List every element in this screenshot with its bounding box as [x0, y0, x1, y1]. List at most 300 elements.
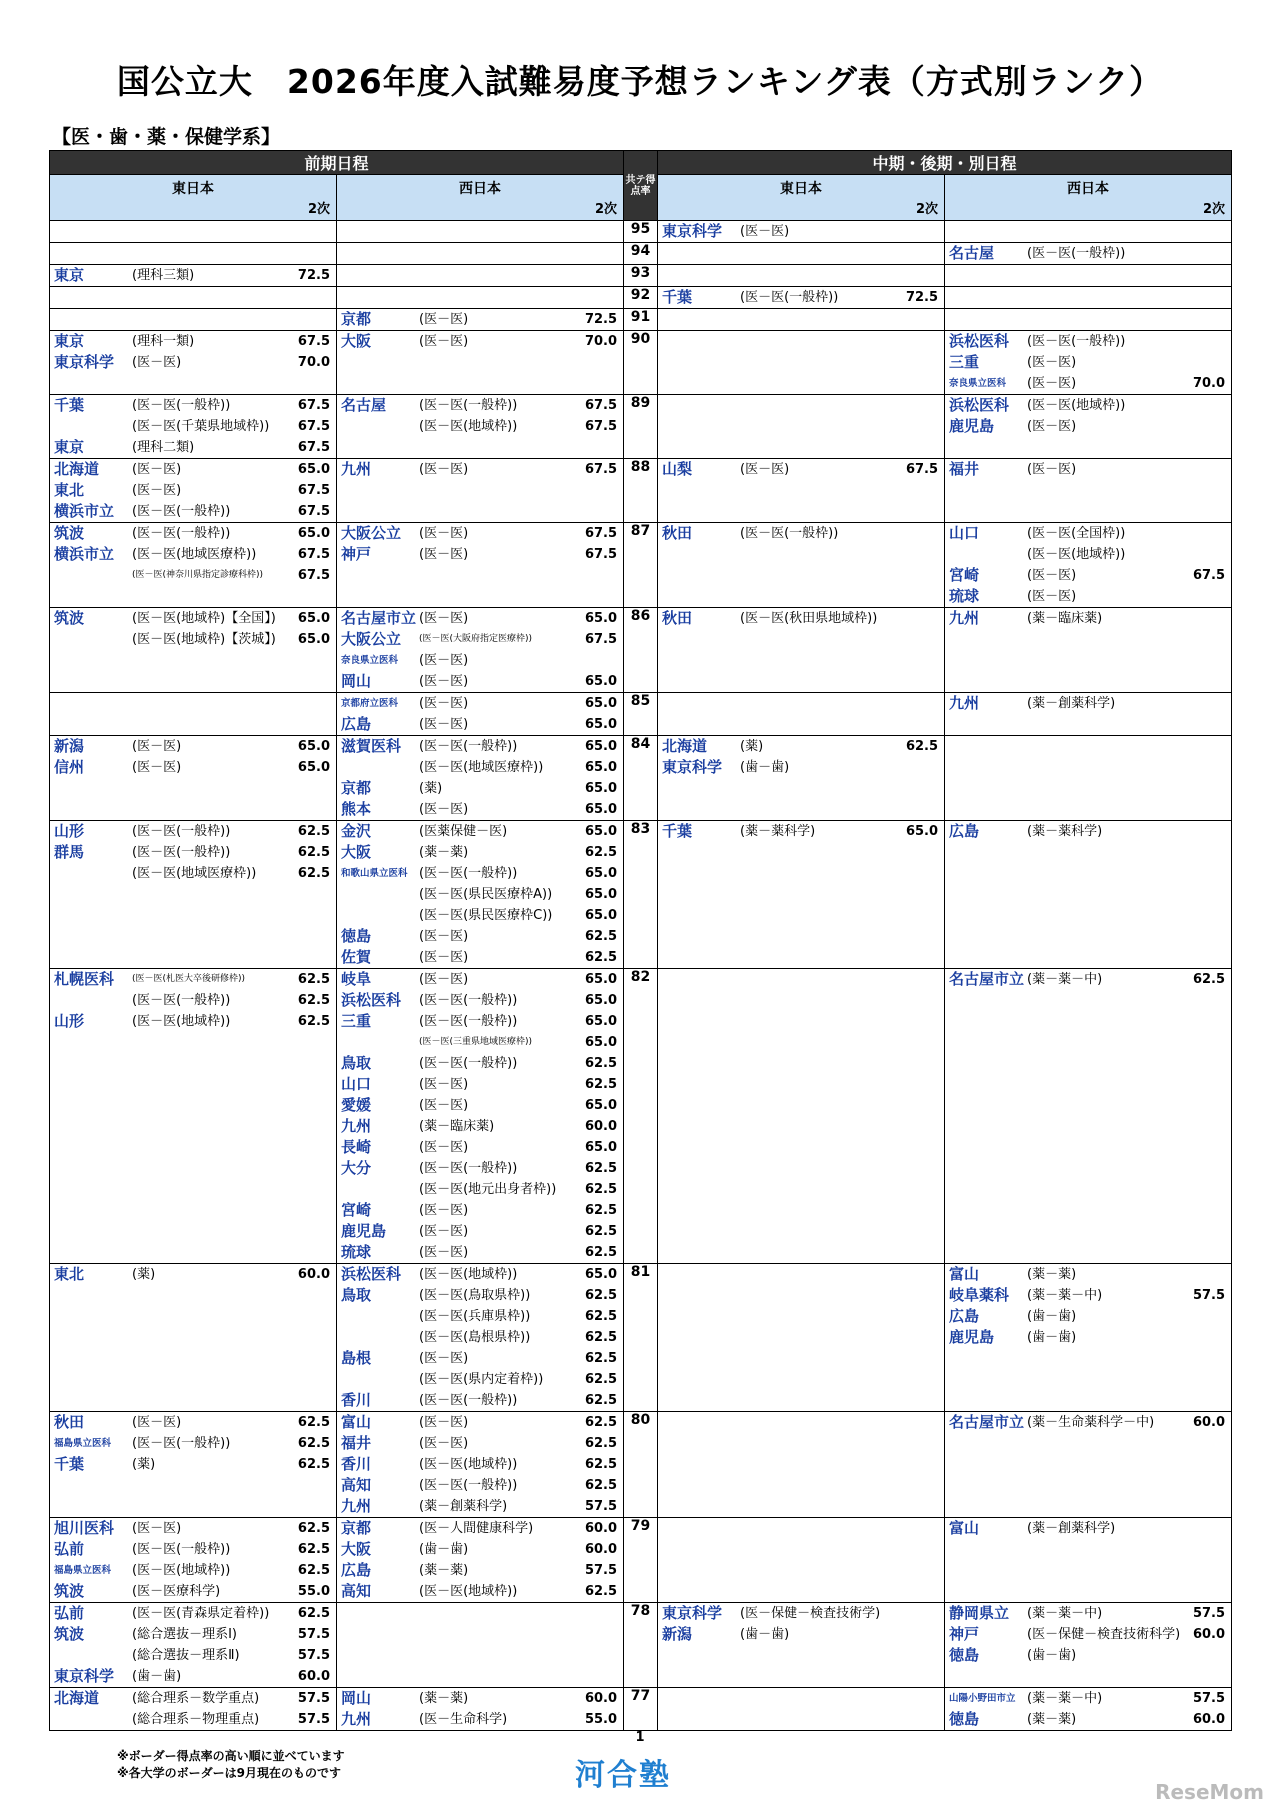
- footnote: ※各大学のボーダーは9月現在のものです: [117, 1766, 342, 1780]
- program-name: (医－医(地域枠)): [1027, 547, 1126, 562]
- program-name: (薬－薬): [1027, 1712, 1077, 1727]
- university-entry: [658, 287, 944, 308]
- program-name: (医－医(県内定着枠)): [419, 1372, 544, 1387]
- university-entry: [945, 243, 1231, 264]
- entries-cell: [50, 395, 337, 459]
- university-entry: [337, 309, 623, 330]
- program-name: (薬－薬科学): [1027, 824, 1103, 839]
- second-exam-value: 62.5: [584, 1203, 618, 1218]
- program-name: (医－医(一般枠)): [132, 1436, 231, 1451]
- program-name: (総合選抜－理系Ⅱ): [132, 1648, 240, 1663]
- second-exam-value: 65.0: [584, 1140, 618, 1155]
- program-name: (医－医): [419, 1436, 469, 1451]
- second-exam-value: 65.0: [584, 887, 618, 902]
- university-entry: [337, 1709, 623, 1730]
- second-exam-value: 65.0: [297, 632, 330, 647]
- score-value: 91: [624, 309, 658, 331]
- second-exam-value: 60.0: [297, 1267, 330, 1282]
- entries-cell: [337, 1518, 624, 1603]
- university-entry: [337, 608, 623, 629]
- program-name: (医－医(一般枠)): [419, 993, 518, 1008]
- program-name: (医－医): [1027, 419, 1077, 434]
- entries-cell: [945, 395, 1232, 459]
- university-name: 東京科学: [54, 1667, 115, 1685]
- program-name: (医－医(青森県定着枠)): [132, 1606, 270, 1621]
- entries-cell: [945, 1412, 1232, 1518]
- entries-cell: [945, 693, 1232, 736]
- second-exam-value: 62.5: [584, 1372, 618, 1387]
- early-west-header: 西日本 2次: [337, 175, 624, 221]
- program-name: (医－医): [419, 526, 469, 541]
- university-name: 大阪公立: [341, 630, 402, 648]
- second-exam-value: 65.0: [584, 739, 618, 754]
- university-entry: [945, 373, 1231, 394]
- university-name: 富山: [949, 1519, 980, 1537]
- university-entry: [337, 693, 623, 714]
- second-exam-value: 67.5: [905, 462, 939, 477]
- university-entry: [945, 821, 1231, 842]
- university-entry: [945, 416, 1231, 437]
- entries-cell: [658, 287, 945, 309]
- score-row: [50, 265, 1232, 287]
- university-entry: [337, 905, 623, 926]
- second-exam-value: 62.5: [905, 739, 939, 754]
- program-name: (医－医(地域枠)): [419, 1457, 518, 1472]
- program-name: (医－医): [419, 696, 469, 711]
- second-exam-value: 67.5: [584, 547, 618, 562]
- program-name: (医－医(秋田県地域枠)): [740, 611, 878, 626]
- program-name: (医－医): [419, 334, 469, 349]
- second-exam-value: 57.5: [1192, 1691, 1226, 1706]
- program-name: (医－医(全国枠)): [1027, 526, 1126, 541]
- university-name: 奈良県立医科: [341, 655, 399, 666]
- university-entry: [50, 1518, 336, 1539]
- score-value: 85: [624, 693, 658, 736]
- university-entry: [945, 331, 1231, 352]
- entries-cell: [50, 1603, 337, 1688]
- entries-cell: [945, 243, 1232, 265]
- university-name: 徳島: [949, 1646, 980, 1664]
- program-name: (薬－創薬科学): [1027, 1521, 1116, 1536]
- university-name: 九州: [341, 1710, 372, 1728]
- university-name: 東京科学: [54, 353, 115, 371]
- university-name: 名古屋市立: [341, 609, 417, 627]
- university-entry: [337, 1095, 623, 1116]
- university-entry: [337, 395, 623, 416]
- university-entry: [50, 523, 336, 544]
- program-name: (医－医): [132, 1415, 182, 1430]
- second-exam-value: 65.0: [297, 739, 330, 754]
- university-name: 東京: [54, 332, 85, 350]
- program-name: (医－保健－検査技術学): [740, 1606, 881, 1621]
- program-name: (医－医(地域枠)): [132, 1563, 231, 1578]
- program-name: (医－医(神奈川県指定診療科枠)): [132, 570, 264, 580]
- program-name: (医－医): [419, 547, 469, 562]
- entries-cell: [945, 821, 1232, 969]
- university-entry: [337, 1285, 623, 1306]
- second-exam-value: 65.0: [584, 908, 618, 923]
- university-entry: [50, 608, 336, 629]
- second-exam-value: 70.0: [584, 334, 618, 349]
- university-entry: [337, 736, 623, 757]
- program-name: (医－医): [419, 674, 469, 689]
- university-name: 宮崎: [949, 566, 980, 584]
- entries-cell: [337, 395, 624, 459]
- program-name: (医－医): [419, 1224, 469, 1239]
- university-entry: [337, 1327, 623, 1348]
- second-exam-value: 62.5: [584, 1393, 618, 1408]
- entries-cell: [945, 1688, 1232, 1731]
- university-entry: [337, 629, 623, 650]
- university-entry: [50, 1011, 336, 1032]
- entries-cell: [337, 287, 624, 309]
- university-entry: [50, 1539, 336, 1560]
- university-name: 北海道: [54, 460, 100, 478]
- university-name: 滋賀医科: [341, 737, 402, 755]
- university-name: 旭川医科: [54, 1519, 115, 1537]
- second-exam-value: 65.0: [297, 760, 330, 775]
- entries-cell: [945, 1518, 1232, 1603]
- score-row: [50, 221, 1232, 243]
- university-name: 広島: [949, 822, 980, 840]
- university-name: 千葉: [54, 1455, 85, 1473]
- program-name: (医－医(一般枠)): [132, 993, 231, 1008]
- program-name: (医－医): [419, 950, 469, 965]
- university-name: 秋田: [54, 1413, 85, 1431]
- second-exam-value: 62.5: [297, 1014, 330, 1029]
- program-name: (医－医): [740, 224, 790, 239]
- university-name: 東京: [54, 438, 85, 456]
- program-name: (医－医(一般枠)): [1027, 246, 1126, 261]
- score-row: [50, 1264, 1232, 1412]
- program-name: (医－医(千葉県地域枠)): [132, 419, 270, 434]
- score-row: [50, 693, 1232, 736]
- entries-cell: [658, 459, 945, 523]
- entries-cell: [50, 459, 337, 523]
- entries-cell: [945, 287, 1232, 309]
- program-name: (医－医(県民医療枠A)): [419, 887, 553, 902]
- program-name: (薬－薬－中): [1027, 1691, 1103, 1706]
- entries-cell: [658, 221, 945, 243]
- university-entry: [50, 629, 336, 650]
- university-name: 東京科学: [662, 1604, 723, 1622]
- score-value: 93: [624, 265, 658, 287]
- university-entry: [945, 544, 1231, 565]
- university-name: 徳島: [949, 1710, 980, 1728]
- program-name: (薬－薬－中): [1027, 1288, 1103, 1303]
- second-exam-value: 65.0: [297, 526, 330, 541]
- second-exam-value: 62.5: [584, 1224, 618, 1239]
- program-name: (医－医): [419, 462, 469, 477]
- entries-cell: [658, 969, 945, 1264]
- university-entry: [945, 586, 1231, 607]
- entries-cell: [50, 1264, 337, 1412]
- score-value: 87: [624, 523, 658, 608]
- program-name: (薬－薬科学): [740, 824, 816, 839]
- entries-cell: [658, 1264, 945, 1412]
- program-name: (医－医(県民医療枠C)): [419, 908, 553, 923]
- university-name: 宮崎: [341, 1201, 372, 1219]
- university-entry: [337, 969, 623, 990]
- entries-cell: [658, 395, 945, 459]
- program-name: (医－医(大阪府指定医療枠)): [419, 634, 533, 644]
- university-name: 大阪公立: [341, 524, 402, 542]
- university-entry: [50, 1454, 336, 1475]
- entries-cell: [658, 1518, 945, 1603]
- second-exam-value: 67.5: [297, 547, 330, 562]
- university-name: 岐阜薬科: [949, 1286, 1010, 1304]
- program-name: (医－医(三重県地域医療枠)): [419, 1037, 533, 1047]
- university-name: 九州: [949, 694, 980, 712]
- university-entry: [50, 395, 336, 416]
- university-entry: [50, 1666, 336, 1687]
- university-entry: [945, 1645, 1231, 1666]
- second-exam-value: 62.5: [297, 866, 330, 881]
- score-row: [50, 1688, 1232, 1731]
- score-value: 83: [624, 821, 658, 969]
- program-name: (医－医(一般枠)): [132, 398, 231, 413]
- university-name: 京都: [341, 779, 372, 797]
- second-exam-value: 62.5: [584, 1478, 618, 1493]
- entries-cell: [50, 243, 337, 265]
- score-value: 80: [624, 1412, 658, 1518]
- second-exam-value: 65.0: [584, 717, 618, 732]
- second-exam-value: 57.5: [584, 1499, 618, 1514]
- second-exam-value: 65.0: [584, 674, 618, 689]
- university-entry: [337, 671, 623, 692]
- university-name: 京都: [341, 1519, 372, 1537]
- entries-cell: [945, 736, 1232, 821]
- program-name: (医－医(一般枠)): [419, 1056, 518, 1071]
- university-entry: [658, 608, 944, 629]
- second-exam-value: 62.5: [584, 950, 618, 965]
- second-exam-value: 62.5: [297, 1563, 330, 1578]
- university-entry: [337, 1179, 623, 1200]
- program-name: (医－医(一般枠)): [132, 845, 231, 860]
- university-entry: [945, 1709, 1231, 1730]
- university-name: 弘前: [54, 1540, 85, 1558]
- university-entry: [50, 1624, 336, 1645]
- second-exam-value: 62.5: [584, 845, 618, 860]
- program-name: (医－医): [740, 462, 790, 477]
- score-row: [50, 1518, 1232, 1603]
- program-name: (医－医): [419, 1351, 469, 1366]
- university-entry: [945, 395, 1231, 416]
- university-name: 富山: [341, 1413, 372, 1431]
- second-exam-value: 62.5: [584, 1161, 618, 1176]
- second-exam-value: 60.0: [297, 1669, 330, 1684]
- program-name: (医－医): [419, 611, 469, 626]
- second-exam-value: 65.0: [584, 1035, 618, 1050]
- university-entry: [337, 1412, 623, 1433]
- program-name: (薬－薬－中): [1027, 1606, 1103, 1621]
- program-name: (医－医): [1027, 376, 1077, 391]
- second-exam-value: 67.5: [297, 398, 330, 413]
- university-entry: [337, 821, 623, 842]
- entries-cell: [658, 523, 945, 608]
- score-column-header: 共テ得点率: [624, 151, 658, 221]
- university-entry: [945, 565, 1231, 586]
- program-name: (医－医(地域枠)): [419, 1267, 518, 1282]
- program-name: (医－医(島根県枠)): [419, 1330, 531, 1345]
- second-exam-value: 67.5: [584, 462, 618, 477]
- university-name: 新潟: [662, 1625, 693, 1643]
- university-name: 大阪: [341, 843, 372, 861]
- university-name: 北海道: [54, 1689, 100, 1707]
- program-name: (医－医(一般枠)): [419, 1478, 518, 1493]
- second-exam-value: 65.0: [584, 993, 618, 1008]
- entries-cell: [658, 608, 945, 693]
- university-name: 京都: [341, 310, 372, 328]
- entries-cell: [50, 969, 337, 1264]
- entries-cell: [50, 1518, 337, 1603]
- university-name: 山梨: [662, 460, 693, 478]
- university-name: 高知: [341, 1476, 372, 1494]
- second-exam-value: 62.5: [584, 1288, 618, 1303]
- entries-cell: [337, 265, 624, 287]
- program-name: (医－医(地域枠)【茨城】): [132, 632, 276, 647]
- second-exam-value: 55.0: [297, 1584, 330, 1599]
- early-schedule-header: 前期日程: [50, 151, 624, 175]
- university-name: 札幌医科: [54, 970, 115, 988]
- second-exam-value: 65.0: [584, 866, 618, 881]
- university-name: 徳島: [341, 927, 372, 945]
- university-name: 筑波: [54, 1582, 85, 1600]
- entries-cell: [337, 331, 624, 395]
- university-name: 広島: [949, 1307, 980, 1325]
- university-entry: [945, 1285, 1231, 1306]
- university-name: 神戸: [949, 1625, 980, 1643]
- second-exam-value: 67.5: [584, 398, 618, 413]
- university-entry: [658, 523, 944, 544]
- entries-cell: [658, 243, 945, 265]
- program-name: (薬－薬): [419, 1563, 469, 1578]
- university-name: 福井: [949, 460, 980, 478]
- university-name: 神戸: [341, 545, 372, 563]
- score-value: 82: [624, 969, 658, 1264]
- program-name: (歯－歯): [1027, 1648, 1077, 1663]
- program-name: (医－医): [132, 462, 182, 477]
- university-name: 山形: [54, 1012, 85, 1030]
- program-name: (医－医(一般枠)): [419, 739, 518, 754]
- entries-cell: [337, 523, 624, 608]
- entries-cell: [337, 969, 624, 1264]
- entries-cell: [945, 1603, 1232, 1688]
- university-entry: [50, 565, 336, 586]
- second-exam-value: 60.0: [584, 1119, 618, 1134]
- university-name: 香川: [341, 1455, 372, 1473]
- second-exam-value: 62.5: [584, 1584, 618, 1599]
- university-name: 秋田: [662, 524, 693, 542]
- university-entry: [337, 459, 623, 480]
- second-exam-value: 57.5: [297, 1627, 330, 1642]
- program-name: (歯－歯): [419, 1542, 469, 1557]
- second-exam-value: 65.0: [905, 824, 939, 839]
- university-entry: [50, 459, 336, 480]
- university-name: 浜松医科: [949, 396, 1010, 414]
- program-name: (総合選抜－理系Ⅰ): [132, 1627, 237, 1642]
- entries-cell: [50, 736, 337, 821]
- university-name: 熊本: [341, 800, 372, 818]
- university-entry: [658, 1624, 944, 1645]
- university-entry: [337, 842, 623, 863]
- university-entry: [945, 1518, 1231, 1539]
- entries-cell: [945, 331, 1232, 395]
- program-name: (医－医): [1027, 462, 1077, 477]
- score-row: [50, 395, 1232, 459]
- university-name: 長崎: [341, 1138, 372, 1156]
- early-east-header: 東日本 2次: [50, 175, 337, 221]
- second-exam-value: 67.5: [584, 632, 618, 647]
- university-entry: [658, 1603, 944, 1624]
- program-name: (薬－薬): [1027, 1267, 1077, 1282]
- entries-cell: [50, 1688, 337, 1731]
- university-name: 愛媛: [341, 1096, 372, 1114]
- university-entry: [337, 1116, 623, 1137]
- university-name: 浜松医科: [949, 332, 1010, 350]
- second-exam-value: 72.5: [297, 268, 330, 283]
- university-entry: [337, 1221, 623, 1242]
- university-name: 筑波: [54, 1625, 85, 1643]
- program-name: (医－医): [132, 739, 182, 754]
- entries-cell: [658, 693, 945, 736]
- university-name: 鹿児島: [341, 1222, 387, 1240]
- second-exam-value: 62.5: [297, 1521, 330, 1536]
- university-entry: [337, 650, 623, 671]
- university-entry: [337, 1581, 623, 1602]
- second-exam-value: 62.5: [584, 1415, 618, 1430]
- entries-cell: [658, 309, 945, 331]
- program-name: (薬－薬): [419, 845, 469, 860]
- university-name: 琉球: [341, 1243, 372, 1261]
- second-exam-value: 65.0: [584, 1267, 618, 1282]
- second-exam-value: 65.0: [584, 824, 618, 839]
- second-exam-value: 55.0: [584, 1712, 618, 1727]
- second-exam-value: 65.0: [584, 802, 618, 817]
- university-entry: [337, 947, 623, 968]
- entries-cell: [658, 331, 945, 395]
- entries-cell: [50, 287, 337, 309]
- university-entry: [945, 1688, 1231, 1709]
- university-entry: [337, 778, 623, 799]
- score-row: [50, 1603, 1232, 1688]
- second-exam-value: 57.5: [1192, 1288, 1226, 1303]
- program-name: (医－医(地域枠)): [1027, 398, 1126, 413]
- ranking-table: [49, 150, 1232, 1731]
- second-exam-value: 62.5: [297, 824, 330, 839]
- program-name: (医－医(札医大卒後研修枠)): [132, 974, 246, 984]
- program-name: (総合理系－物理重点): [132, 1712, 260, 1727]
- university-name: 高知: [341, 1582, 372, 1600]
- university-entry: [50, 1709, 336, 1730]
- entries-cell: [945, 459, 1232, 523]
- entries-cell: [50, 693, 337, 736]
- university-entry: [337, 1496, 623, 1517]
- university-name: 横浜市立: [54, 502, 115, 520]
- university-entry: [50, 352, 336, 373]
- entries-cell: [337, 1412, 624, 1518]
- second-exam-value: 62.5: [297, 1415, 330, 1430]
- entries-cell: [945, 265, 1232, 287]
- score-value: 77: [624, 1688, 658, 1731]
- second-exam-value: 62.5: [297, 1606, 330, 1621]
- score-value: 78: [624, 1603, 658, 1688]
- university-entry: [337, 1011, 623, 1032]
- program-name: (医－医): [419, 653, 469, 668]
- university-entry: [50, 821, 336, 842]
- university-name: 浜松医科: [341, 1265, 402, 1283]
- university-entry: [50, 863, 336, 884]
